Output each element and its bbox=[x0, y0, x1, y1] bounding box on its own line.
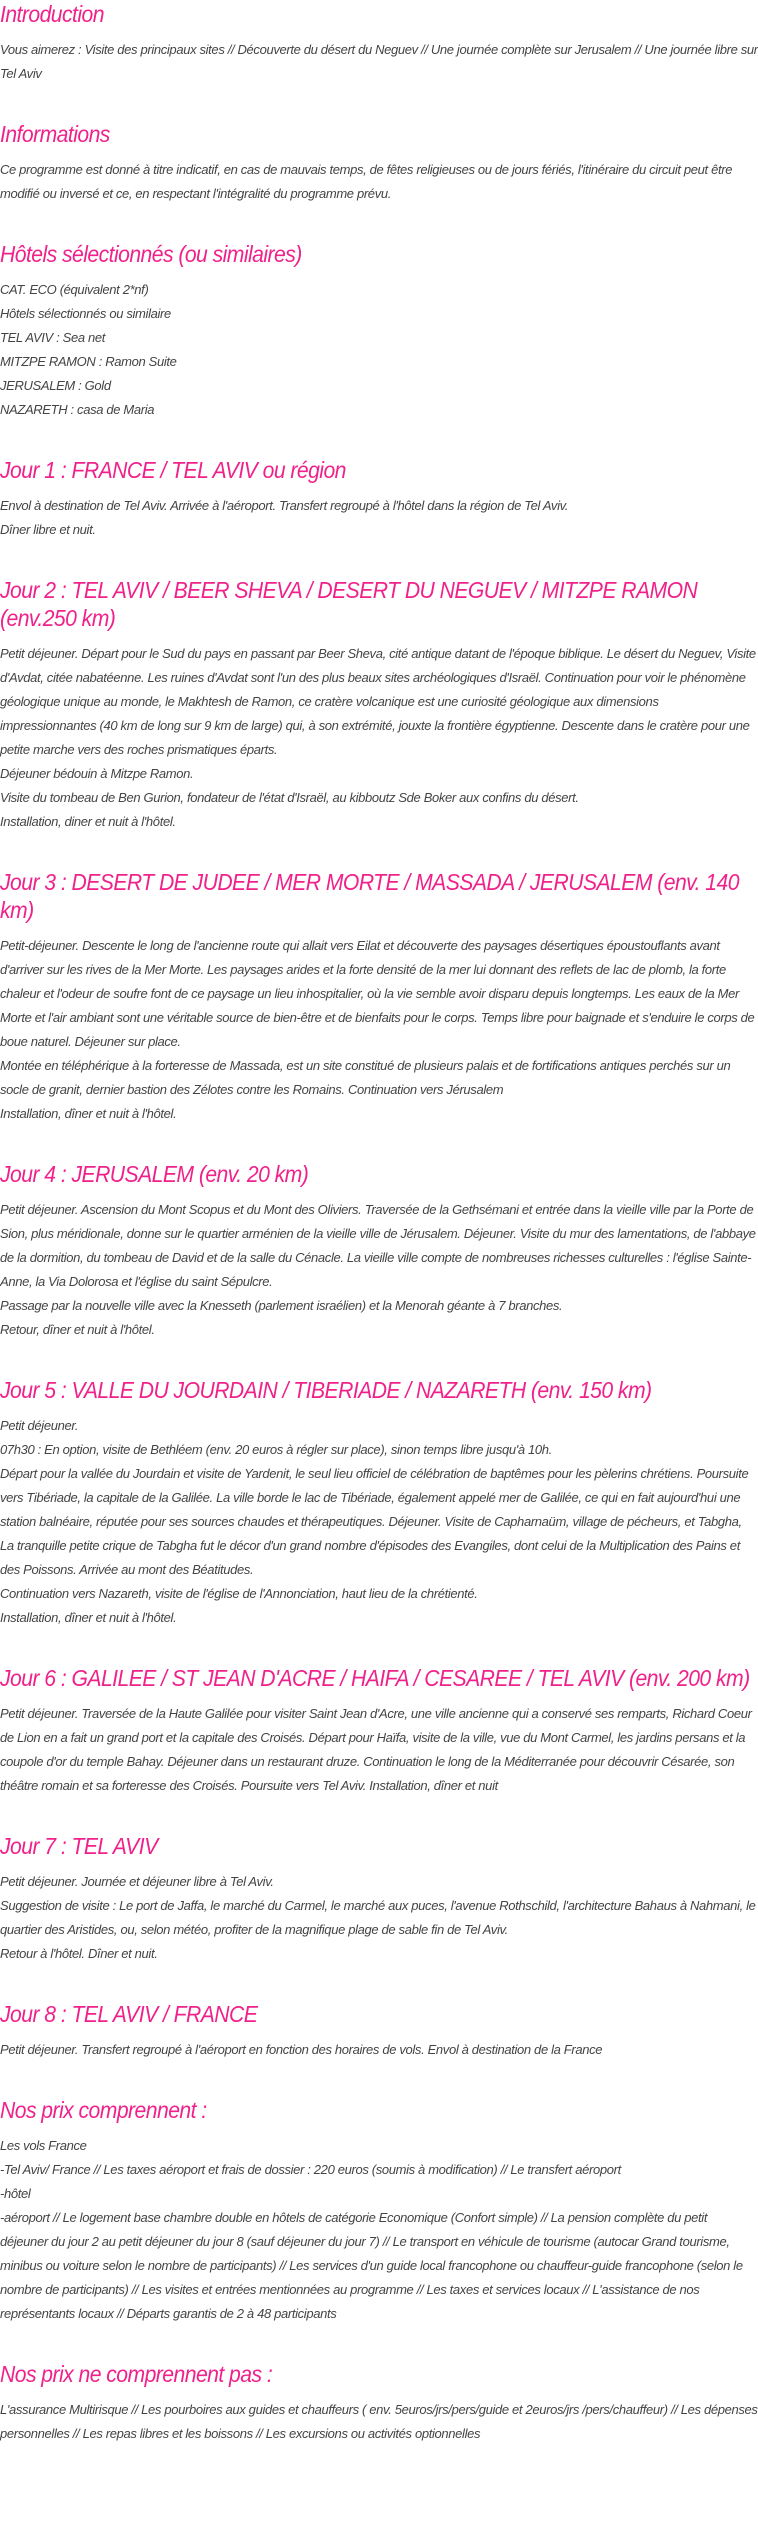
section-spacer bbox=[0, 1798, 758, 1832]
section-6 bbox=[0, 1160, 758, 1342]
body-line: Petit déjeuner. Ascension du Mont Scopus et du Mont des Oliviers. Traversée de la Gethsémani et entrée dans la vieille ville par la Porte de Sion, plus méridionale, donne sur le quartier arménien de la vieille ville de Jérusalem. Déjeuner. Visite du mur des lamentations, de l'abbaye de la dormition, du tombeau de David et de la salle du Cénacle. La vieille ville compte de nombreuses richesses culturelles : l'église Sainte-Anne, la Via Dolorosa et l'église du saint Sépulcre. bbox=[0, 1202, 756, 1289]
section-title: Jour 8 : TEL AVIV / FRANCE bbox=[0, 2001, 258, 2027]
section-body bbox=[0, 278, 758, 422]
body-line: JERUSALEM : Gold bbox=[0, 378, 111, 393]
body-line: Petit déjeuner. Départ pour le Sud du pays en passant par Beer Sheva, cité antique datant de l'époque biblique. Le désert du Neguev, Visite d'Avdat, citée nabatéenne. Les ruines d'Avdat sont l'un des plus beaux sites archéologiques d'Israël. Continuation pour voir le phénomène géologique unique au monde, le Makhtesh de Ramon, ce cratère volcanique est une curiosité géologique aux dimensions impressionnantes (40 km de long sur 9 km de large) qui, à son extrémité, jouxte la frontière égyptienne. Descente dans le cratère pour une petite marche vers des roches prismatiques éparts. bbox=[0, 646, 756, 757]
section-title: Informations bbox=[0, 121, 110, 147]
body-line: L'assurance Multirisque // Les pourboires aux guides et chauffeurs ( env. 5euros/jrs/pers/guide et 2euros/jrs /pers/chauffeur) // Les dépenses personnelles // Les repas libres et les boissons // Les excursions ou activités optionnelles bbox=[0, 2402, 758, 2441]
section-body bbox=[0, 1198, 758, 1342]
section-spacer bbox=[0, 834, 758, 868]
section-spacer bbox=[0, 2062, 758, 2096]
section-spacer bbox=[0, 1630, 758, 1664]
section-8 bbox=[0, 1664, 758, 1798]
section-spacer bbox=[0, 422, 758, 456]
section-body bbox=[0, 1702, 758, 1798]
body-line: 07h30 : En option, visite de Bethléem (env. 20 euros à régler sur place), sinon temps libre jusqu'à 10h. bbox=[0, 1442, 552, 1457]
body-line: -Tel Aviv/ France // Les taxes aéroport et frais de dossier : 220 euros (soumis à modification) // Le transfert aéroport bbox=[0, 2162, 621, 2177]
body-line: Montée en téléphérique à la forteresse de Massada, est un site constitué de plusieurs palais et de fortifications antiques perchés sur un socle de granit, dernier bastion des Zélotes contre les Romains. Continuation vers Jérusalem bbox=[0, 1058, 731, 1097]
section-title: Hôtels sélectionnés (ou similaires) bbox=[0, 241, 302, 267]
body-line: Ce programme est donné à titre indicatif, en cas de mauvais temps, de fêtes religieuses ou de jours fériés, l'itinéraire du circuit peut être modifié ou inversé et ce, en respectant l'intégralité du programme prévu. bbox=[0, 162, 733, 201]
section-spacer bbox=[0, 2326, 758, 2360]
body-line: Visite du tombeau de Ben Gurion, fondateur de l'état d'Israël, au kibboutz Sde Boker aux confins du désert. bbox=[0, 790, 579, 805]
section-3 bbox=[0, 456, 758, 542]
body-line: Continuation vers Nazareth, visite de l'église de l'Annonciation, haut lieu de la chrétienté. bbox=[0, 1586, 478, 1601]
body-line: Petit-déjeuner. Descente le long de l'ancienne route qui allait vers Eilat et découverte des paysages désertiques époustouflants avant d'arriver sur les rives de la Mer Morte. Les paysages arides et la forte densité de la mer lui donnant des reflets de lac de plomb, la forte chaleur et l'odeur de soufre font de ce paysage un lieu inhospitalier, où la vie semble avoir disparu depuis longtemps. Les eaux de la Mer Morte et l'air ambiant sont une véritable source de bien-être et de bienfaits pour le corps. Temps libre pour baignade et s'enduire le corps de boue naturel. Déjeuner sur place. bbox=[0, 938, 755, 1049]
section-spacer bbox=[0, 1126, 758, 1160]
body-line: Installation, diner et nuit à l'hôtel. bbox=[0, 814, 176, 829]
section-title: Introduction bbox=[0, 1, 104, 27]
body-line: Envol à destination de Tel Aviv. Arrivée à l'aéroport. Transfert regroupé à l'hôtel dans la région de Tel Aviv. bbox=[0, 498, 569, 513]
section-0 bbox=[0, 0, 758, 86]
section-12 bbox=[0, 2360, 758, 2446]
section-title: Jour 5 : VALLE DU JOURDAIN / TIBERIADE / NAZARETH (env. 150 km) bbox=[0, 1377, 652, 1403]
section-body bbox=[0, 2134, 758, 2326]
section-body bbox=[0, 494, 758, 542]
section-title: Jour 7 : TEL AVIV bbox=[0, 1833, 158, 1859]
body-line: Petit déjeuner. Traversée de la Haute Galilée pour visiter Saint Jean d'Acre, une ville ancienne qui a conservé ses remparts, Richard Coeur de Lion en a fait un grand port et la capitale des Croisés. Départ pour Haïfa, visite de la ville, vue du Mont Carmel, les jardins persans et la coupole d'or du temple Bahay. Déjeuner dans un restaurant druze. Continuation le long de la Méditerranée pour découvrir Césarée, son théâtre romain et sa forteresse des Croisés. Poursuite vers Tel Aviv. Installation, dîner et nuit bbox=[0, 1706, 752, 1793]
section-title: Nos prix ne comprennent pas : bbox=[0, 2361, 273, 2387]
section-spacer bbox=[0, 206, 758, 240]
section-body bbox=[0, 158, 758, 206]
body-line: CAT. ECO (équivalent 2*nf) bbox=[0, 282, 149, 297]
section-11 bbox=[0, 2096, 758, 2326]
body-line: Suggestion de visite : Le port de Jaffa, le marché du Carmel, le marché aux puces, l'avenue Rothschild, l'architecture Bahaus à Nahmani, le quartier des Aristides, ou, selon météo, profiter de la magnifique plage de sable fin de Tel Aviv. bbox=[0, 1898, 756, 1937]
section-1 bbox=[0, 120, 758, 206]
section-title: Jour 2 : TEL AVIV / BEER SHEVA / DESERT DU NEGUEV / MITZPE RAMON (env.250 km) bbox=[0, 577, 698, 631]
body-line: Dîner libre et nuit. bbox=[0, 522, 96, 537]
body-line: NAZARETH : casa de Maria bbox=[0, 402, 155, 417]
section-body bbox=[0, 1870, 758, 1966]
body-line: Installation, dîner et nuit à l'hôtel. bbox=[0, 1106, 177, 1121]
section-body bbox=[0, 38, 758, 86]
section-title: Jour 6 : GALILEE / ST JEAN D'ACRE / HAIFA / CESAREE / TEL AVIV (env. 200 km) bbox=[0, 1665, 750, 1691]
body-line: MITZPE RAMON : Ramon Suite bbox=[0, 354, 177, 369]
section-spacer bbox=[0, 542, 758, 576]
section-4 bbox=[0, 576, 758, 834]
section-spacer bbox=[0, 1342, 758, 1376]
body-line: Hôtels sélectionnés ou similaire bbox=[0, 306, 171, 321]
body-line: Déjeuner bédouin à Mitzpe Ramon. bbox=[0, 766, 194, 781]
body-line: Petit déjeuner. Journée et déjeuner libre à Tel Aviv. bbox=[0, 1874, 274, 1889]
body-line: Petit déjeuner. Transfert regroupé à l'aéroport en fonction des horaires de vols. Envol à destination de la France bbox=[0, 2042, 603, 2057]
section-title: Jour 3 : DESERT DE JUDEE / MER MORTE / MASSADA / JERUSALEM (env. 140 km) bbox=[0, 869, 739, 923]
section-title: Jour 1 : FRANCE / TEL AVIV ou région bbox=[0, 457, 346, 483]
section-9 bbox=[0, 1832, 758, 1966]
section-7 bbox=[0, 1376, 758, 1630]
section-spacer bbox=[0, 86, 758, 120]
section-title: Jour 4 : JERUSALEM (env. 20 km) bbox=[0, 1161, 309, 1187]
section-body bbox=[0, 2038, 758, 2062]
body-line: Retour, dîner et nuit à l'hôtel. bbox=[0, 1322, 155, 1337]
section-body bbox=[0, 1414, 758, 1630]
section-10 bbox=[0, 2000, 758, 2062]
section-5 bbox=[0, 868, 758, 1126]
section-body bbox=[0, 2398, 758, 2446]
body-line: -hôtel bbox=[0, 2186, 31, 2201]
body-line: Départ pour la vallée du Jourdain et visite de Yardenit, le seul lieu officiel de célébration de baptêmes pour les pèlerins chrétiens. Poursuite vers Tibériade, la capitale de la Galilée. La ville borde le lac de Tibériade, également appelé mer de Galilée, ce qui en fait aujourd'hui une station balnéaire, réputée pour ses sources chaudes et thérapeutiques. Déjeuner. Visite de Capharnaüm, village de pécheurs, et Tabgha, La tranquille petite crique de Tabgha fut le décor d'un grand nombre d'épisodes des Evangiles, dont celui de la Multiplication des Pains et des Poissons. Arrivée au mont des Béatitudes. bbox=[0, 1466, 749, 1577]
body-line: Passage par la nouvelle ville avec la Knesseth (parlement israélien) et la Menorah géante à 7 branches. bbox=[0, 1298, 563, 1313]
body-line: Vous aimerez : Visite des principaux sites // Découverte du désert du Neguev // Une journée complète sur Jerusalem // Une journée libre sur Tel Aviv bbox=[0, 42, 758, 81]
body-line: Petit déjeuner. bbox=[0, 1418, 79, 1433]
section-spacer bbox=[0, 1966, 758, 2000]
body-line: Les vols France bbox=[0, 2138, 87, 2153]
body-line: TEL AVIV : Sea net bbox=[0, 330, 105, 345]
body-line: -aéroport // Le logement base chambre double en hôtels de catégorie Economique (Confort simple) // La pension complète du petit déjeuner du jour 2 au petit déjeuner du jour 8 (sauf déjeuner du jour 7) // Le transport en véhicule de tourisme (autocar Grand tourisme, minibus ou voiture selon le nombre de participants) // Les services d'un guide local francophone ou chauffeur-guide francophone (selon le nombre de participants) // Les visites et entrées mentionnées au programme // Les taxes et services locaux // L'assistance de nos représentants locaux // Départs garantis de 2 à 48 participants bbox=[0, 2210, 743, 2321]
section-body bbox=[0, 934, 758, 1126]
section-body bbox=[0, 642, 758, 834]
section-2 bbox=[0, 240, 758, 422]
section-title: Nos prix comprennent : bbox=[0, 2097, 207, 2123]
body-line: Installation, dîner et nuit à l'hôtel. bbox=[0, 1610, 177, 1625]
body-line: Retour à l'hôtel. Dîner et nuit. bbox=[0, 1946, 158, 1961]
